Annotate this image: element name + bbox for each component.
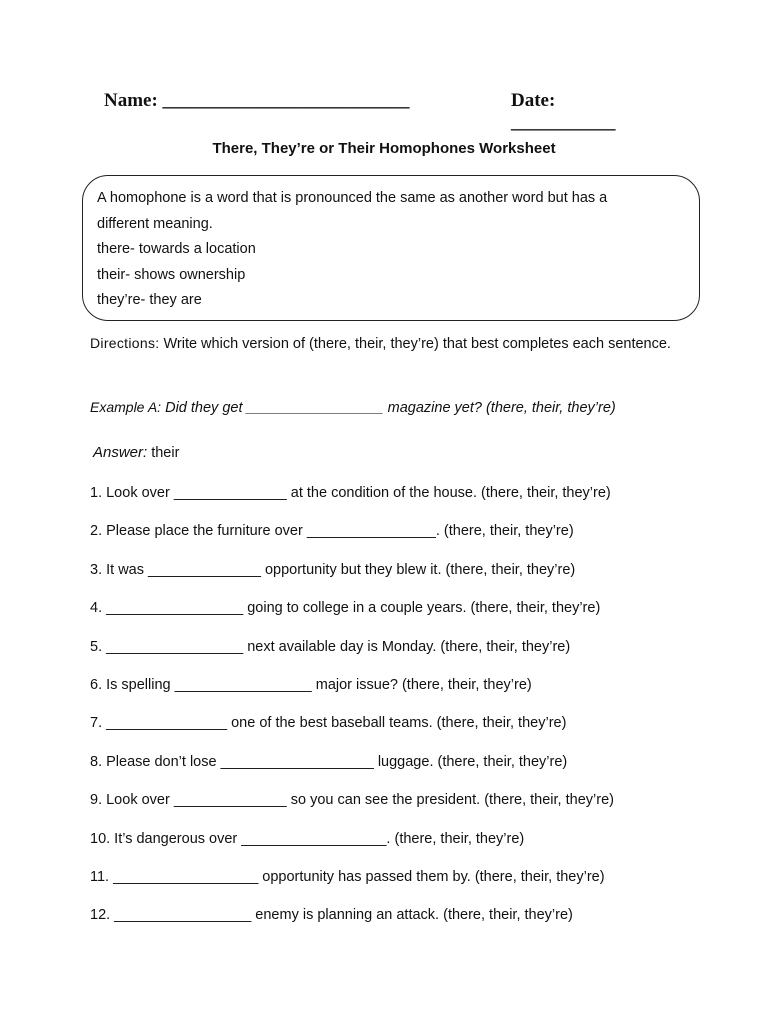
definition-theyre: they’re- they are <box>97 292 202 308</box>
question-item: 6. Is spelling _________________ major issue? (there, their, they’re) <box>90 676 532 693</box>
worksheet-title: There, They’re or Their Homophones Worksheet <box>212 140 556 157</box>
question-item: 12. _________________ enemy is planning an attack. (there, their, they’re) <box>90 907 573 924</box>
name-field-label: Name: __________________________ <box>104 90 410 111</box>
example-a <box>90 394 660 421</box>
directions-text: Write which version of (there, their, they’re) that best completes each sentence. <box>159 336 671 352</box>
example-answer <box>93 442 179 464</box>
question-item: 8. Please don’t lose ___________________ luggage. (there, their, they’re) <box>90 753 568 770</box>
question-item: 11. __________________ opportunity has passed them by. (there, their, they’re) <box>90 868 605 885</box>
definition-line: different meaning. <box>97 215 213 232</box>
definition-line: A homophone is a word that is pronounced the same as another word but has a <box>97 190 608 206</box>
definition-their: their- shows ownership <box>97 266 246 283</box>
question-item: 3. It was ______________ opportunity but they blew it. (there, their, they’re) <box>90 561 576 578</box>
question-list <box>90 480 730 941</box>
header-row <box>104 90 664 133</box>
question-item: 9. Look over ______________ so you can see the president. (there, their, they’re) <box>90 792 614 809</box>
question-item: 2. Please place the furniture over ________________. (there, their, they’re) <box>90 523 574 540</box>
example-text: Did they get _________________ magazine yet? (there, their, they’re) <box>161 400 616 416</box>
date-field-label: Date: ___________ <box>511 90 616 133</box>
example-label: Example A: <box>90 399 162 415</box>
question-item: 10. It’s dangerous over __________________. (there, their, they’re) <box>90 830 525 847</box>
answer-label: Answer: <box>93 444 148 461</box>
directions <box>90 330 690 357</box>
definition-there: there- towards a location <box>97 241 256 257</box>
question-item: 7. _______________ one of the best baseball teams. (there, their, they’re) <box>90 715 567 732</box>
question-item: 5. _________________ next available day is Monday. (there, their, they’re) <box>90 638 571 655</box>
question-item: 4. _________________ going to college in a couple years. (there, their, they’re) <box>90 600 601 617</box>
directions-label: Directions: <box>90 335 160 351</box>
question-item: 1. Look over ______________ at the condition of the house. (there, their, they’re) <box>90 485 611 501</box>
definition-box <box>82 175 700 321</box>
answer-text: their <box>147 445 180 461</box>
